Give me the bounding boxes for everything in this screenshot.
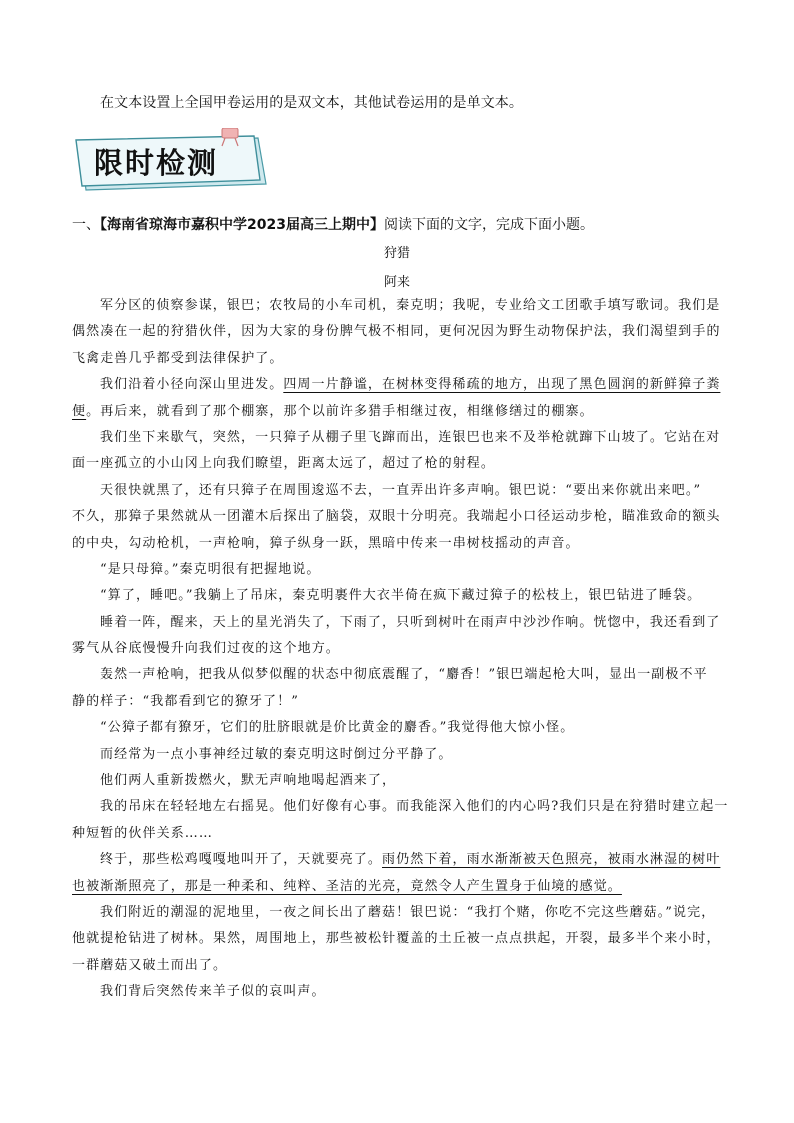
section-badge xyxy=(72,128,272,194)
article-line: 军分区的侦察参谋，银巴；农牧局的小车司机，秦克明；我呢，专业给文工团歌手填写歌词。我们是 xyxy=(100,298,721,313)
article-line: 种短暂的伙伴关系…… xyxy=(72,825,214,841)
line-text: 终于，那些松鸡嘎嘎地叫开了，天就要亮了。 xyxy=(100,852,383,868)
article-line: 我们坐下来歇气，突然，一只獐子从棚子里飞蹿而出，连银巴也来不及举枪就蹿下山坡了。它站在对 xyxy=(100,429,721,445)
article-title: 狩猎 xyxy=(383,246,410,261)
line-text: 。再后来，就看到了那个棚寨，那个以前许多猎手相继过夜，相继修缮过的棚寨。 xyxy=(86,403,594,419)
article-line: 我们附近的潮湿的泥地里，一夜之间长出了蘑菇！银巴说：“我打个赌，你吃不完这些蘑菇。”说完， xyxy=(100,904,716,920)
article-line: 他就提枪钻进了树林。果然，周围地上，那些被松针覆盖的土丘被一点点拱起，开裂，最多半个来小时， xyxy=(72,931,721,947)
underlined-text: 便 xyxy=(72,403,87,419)
article-line: 而经常为一点小事神经过敏的秦克明这时倒过分平静了。 xyxy=(100,746,453,762)
article-line: 我们背后突然传来羊子似的哀叫声。 xyxy=(100,984,326,1000)
question-number: 一、 xyxy=(72,217,100,233)
article-author: 阿来 xyxy=(383,275,410,290)
underlined-text: 四周一片静谧，在树林变得稀疏的地方，出现了黑色圆润的新鲜獐子粪 xyxy=(283,377,721,393)
article-line: “公獐子都有獠牙，它们的肚脐眼就是价比黄金的麝香。”我觉得他大惊小怪。 xyxy=(100,720,575,736)
article-line: 面一座孤立的小山冈上向我们瞭望，距离太远了，超过了枪的射程。 xyxy=(72,456,496,472)
article-line: 静的样子：“我都看到它的獠牙了！” xyxy=(72,693,299,709)
article-line: 轰然一声枪响，把我从似梦似醒的状态中彻底震醒了，“麝香！”银巴端起枪大叫，显出一副极不平 xyxy=(100,667,708,683)
question-instruction: 阅读下面的文字，完成下面小题。 xyxy=(383,217,594,233)
article-line: 他们两人重新拨燃火，默无声响地喝起酒来了， xyxy=(100,773,397,789)
article-line: 我的吊床在轻轻地左右摇晃。他们好像有心事。而我能深入他们的内心吗?我们只是在狩猎时建立起一 xyxy=(100,799,729,815)
article-line: 偶然凑在一起的狩猎伙伴，因为大家的身份脾气极不相同，更何况因为野生动物保护法，我们渴望到手的 xyxy=(72,324,721,340)
article-line xyxy=(72,399,722,425)
article-line: “算了，睡吧。”我躺上了吊床，秦克明裹件大衣半倚在疯下藏过獐子的松枝上，银巴钻进了睡袋。 xyxy=(100,588,702,604)
article-body xyxy=(72,293,729,1006)
article-line: 一群蘑菇又破土而出了。 xyxy=(72,957,228,973)
article-line xyxy=(72,372,722,398)
question-source: 【海南省琼海市嘉积中学2023届高三上期中】 xyxy=(100,217,384,233)
underlined-text: 雨仍然下着，雨水渐渐被天色照亮，被雨水淋湿的树叶 xyxy=(382,852,721,868)
article-line: 飞禽走兽几乎都受到法律保护了。 xyxy=(72,350,284,366)
question-prompt xyxy=(72,214,594,234)
line-text: 我们沿着小径向深山里进发。 xyxy=(100,377,284,393)
article-line: 的中央，勾动枪机，一声枪响，獐子纵身一跃，黑暗中传来一串树枝摇动的声音。 xyxy=(72,535,580,551)
article-line: 睡着一阵，醒来，天上的星光消失了，下雨了，只听到树叶在雨声中沙沙作响。恍惚中，我还看到了 xyxy=(100,614,721,630)
article-line: “是只母獐。”秦克明很有把握地说。 xyxy=(100,561,321,577)
article-line: 天很快就黑了，还有只獐子在周围逡巡不去，一直弄出许多声响。银巴说：“要出来你就出来吧。” xyxy=(100,482,702,498)
article-line: 不久，那獐子果然就从一团灌木后探出了脑袋，双眼十分明亮。我端起小口径运动步枪，瞄准致命的额头 xyxy=(72,509,721,525)
article-line: 雾气从谷底慢慢升向我们过夜的这个地方。 xyxy=(72,641,340,657)
underlined-text: 也被渐渐照亮了，那是一种柔和、纯粹、圣洁的光亮，竟然令人产生置身于仙境的感觉。 xyxy=(72,878,622,894)
badge-title: 限时检测 xyxy=(94,146,219,180)
article-line xyxy=(72,874,722,900)
article-line xyxy=(72,847,722,873)
intro-text: 在文本设置上全国甲卷运用的是双文本，其他试卷运用的是单文本。 xyxy=(100,95,523,111)
